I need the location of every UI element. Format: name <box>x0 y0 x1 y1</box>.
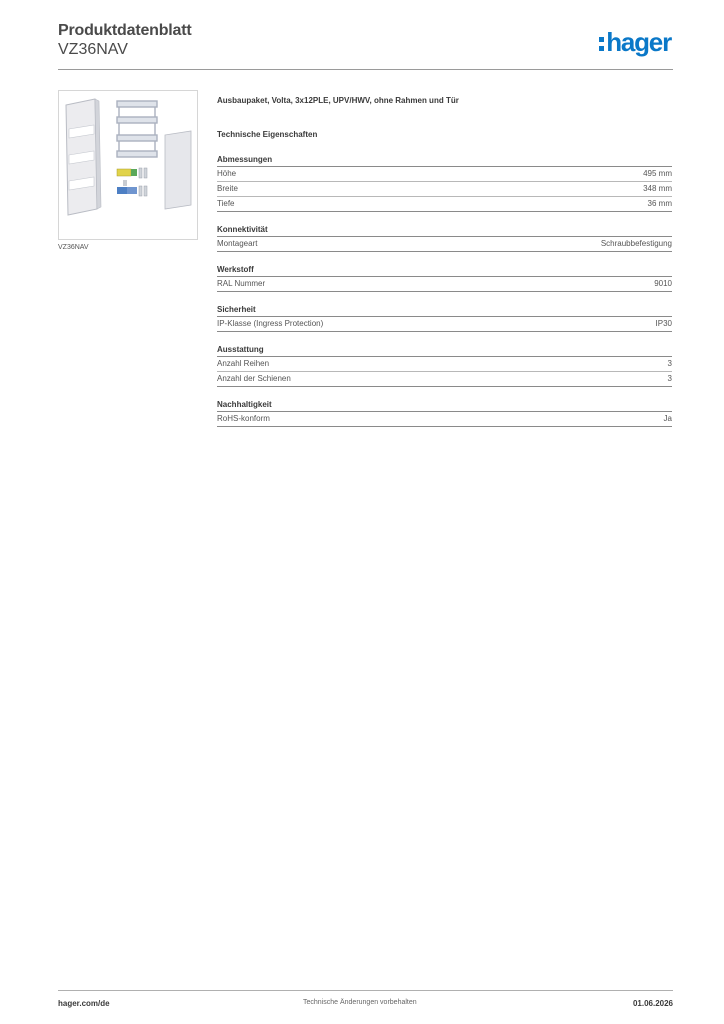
spec-value: 36 mm <box>647 199 672 208</box>
group-title: Nachhaltigkeit <box>217 399 672 412</box>
group-title: Sicherheit <box>217 304 672 317</box>
spec-value: Ja <box>663 414 672 423</box>
spec-label: IP-Klasse (Ingress Protection) <box>217 319 324 328</box>
spec-value: Schraubbefestigung <box>600 239 672 248</box>
spec-row <box>217 372 672 387</box>
footer-disclaimer: Technische Änderungen vorbehalten <box>303 999 417 1006</box>
document-title: Produktdatenblatt <box>58 22 192 39</box>
group-title: Werkstoff <box>217 264 672 277</box>
page-header <box>58 20 673 70</box>
spec-label: Anzahl Reihen <box>217 359 270 368</box>
spec-row <box>217 182 672 197</box>
document-subtitle: VZ36NAV <box>58 41 128 58</box>
spec-row <box>217 317 672 332</box>
spec-row <box>217 357 672 372</box>
spec-label: Anzahl der Schienen <box>217 374 291 383</box>
spec-row <box>217 237 672 252</box>
spec-value: 9010 <box>654 279 672 288</box>
footer-website: hager.com/de <box>58 999 110 1008</box>
spec-label: RoHS-konform <box>217 414 270 423</box>
spec-row <box>217 197 672 212</box>
cover-plate <box>165 131 191 209</box>
terminal-parts <box>117 168 147 196</box>
group-abmessungen <box>217 154 672 212</box>
product-image <box>58 90 198 240</box>
product-illustration <box>59 91 197 239</box>
page-footer <box>58 990 673 1010</box>
group-sicherheit <box>217 304 672 332</box>
group-title: Ausstattung <box>217 344 672 357</box>
rail-frame <box>117 101 157 157</box>
spec-value: 3 <box>667 359 672 368</box>
panel-with-slots <box>66 99 101 215</box>
logo-text: hager <box>606 27 671 57</box>
group-title: Konnektivität <box>217 224 672 237</box>
spec-label: Höhe <box>217 169 237 178</box>
footer-date: 01.06.2026 <box>632 999 673 1008</box>
spec-value: 495 mm <box>643 169 672 178</box>
spec-row <box>217 412 672 427</box>
product-description: Ausbaupaket, Volta, 3x12PLE, UPV/HWV, ohne Rahmen und Tür <box>217 96 459 105</box>
section-heading: Technische Eigenschaften <box>217 130 318 139</box>
spec-label: Breite <box>217 184 238 193</box>
group-werkstoff <box>217 264 672 292</box>
technical-data <box>217 96 672 427</box>
spec-value: 3 <box>667 374 672 383</box>
group-nachhaltigkeit <box>217 399 672 427</box>
spec-label: Montageart <box>217 239 258 248</box>
spec-label: RAL Nummer <box>217 279 266 288</box>
spec-row <box>217 167 672 182</box>
image-caption: VZ36NAV <box>58 244 89 251</box>
group-title: Abmessungen <box>217 154 672 167</box>
spec-value: 348 mm <box>643 184 672 193</box>
group-konnektivitaet <box>217 224 672 252</box>
spec-row <box>217 277 672 292</box>
spec-value: IP30 <box>655 319 672 328</box>
group-ausstattung <box>217 344 672 387</box>
hager-logo <box>599 28 671 56</box>
spec-label: Tiefe <box>217 199 235 208</box>
logo-colon-icon <box>599 37 604 51</box>
